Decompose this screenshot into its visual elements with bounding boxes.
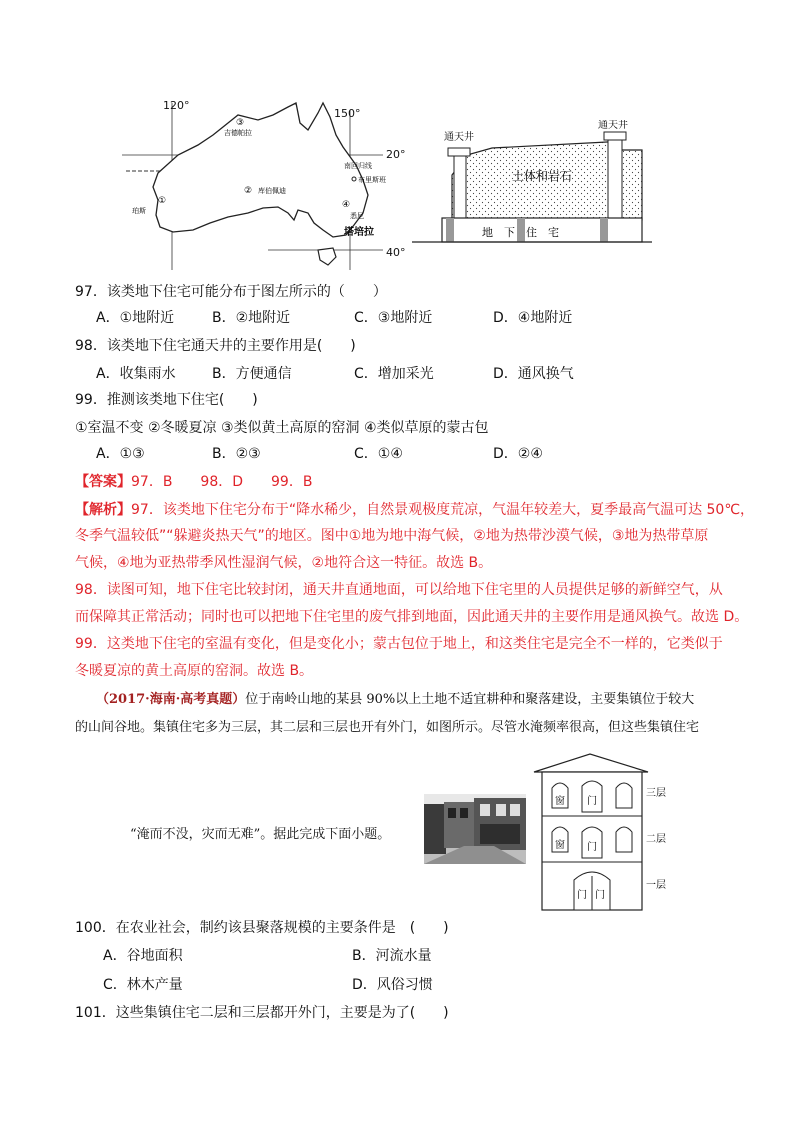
lon-120-label: 120°	[163, 99, 190, 112]
door-label: 门	[587, 842, 597, 853]
place-label: 珀斯	[132, 207, 146, 215]
analysis-97-line1: 【解析】97．该类地下住宅分布于“降水稀少，自然景观极度荒凉，气温年较差大，夏季最高气温可达 50℃，	[75, 502, 755, 518]
answer-text: 97．B 98．D 99．B	[131, 474, 313, 490]
passage-source: （2017·海南·高考真题）	[96, 692, 246, 707]
q98-option-d[interactable]: D．通风换气	[493, 366, 574, 382]
underground-house-diagram	[412, 120, 652, 250]
q98-stem: 98．该类地下住宅通天井的主要作用是( )	[75, 338, 356, 354]
tropic-label: 南回归线	[344, 162, 372, 170]
floor3-label: 三层	[646, 788, 666, 799]
q98-option-a[interactable]: A．收集雨水	[96, 366, 176, 382]
marker-3: ③	[236, 118, 245, 128]
door-label: 门	[595, 890, 605, 901]
q100-option-c[interactable]: C．林木产量	[103, 977, 183, 993]
q100-stem: 100．在农业社会，制约该县聚落规模的主要条件是 ( )	[75, 920, 449, 936]
lat-40-label: 40°	[386, 246, 406, 259]
q99-stem: 99．推测该类地下住宅( )	[75, 392, 258, 408]
passage-line1: （2017·海南·高考真题）位于南岭山地的某县 90%以上土地不适宜耕种和聚落建设，主要集镇位于较大	[96, 692, 695, 707]
house-label: 地 下 住 宅	[482, 226, 559, 239]
marker-1: ①	[158, 196, 167, 206]
answer-block	[75, 472, 312, 492]
analysis-99-line2: 冬暖夏凉的黄土高原的窑洞。故选 B。	[75, 663, 314, 679]
street-photo	[424, 794, 526, 864]
place-label: 悉尼	[350, 212, 364, 220]
analysis-98-line1: 98．读图可知，地下住宅比较封闭，通天井直通地面，可以给地下住宅里的人员提供足够的新鲜空气，从	[75, 582, 723, 598]
passage-line3: “淹而不没，灾而无难”。据此完成下面小题。	[130, 827, 391, 842]
analysis-label: 【解析】	[75, 502, 131, 518]
q99-option-b[interactable]: B．②③	[212, 446, 261, 462]
passage-line2: 的山间谷地。集镇住宅多为三层，其二层和三层也开有外门，如图所示。尽管水淹频率很高，但这些集镇住宅	[75, 720, 700, 735]
floor2-label: 二层	[646, 834, 666, 845]
place-label: 塔培拉	[344, 227, 374, 238]
floor1-label: 一层	[646, 880, 666, 891]
window-label: 窗	[555, 796, 565, 807]
q97-option-a[interactable]: A．①地附近	[96, 310, 175, 326]
analysis-97-line2: 冬季气温较低”“躲避炎热天气”的地区。图中①地为地中海气候，②地为热带沙漠气候，③地为热带草原	[75, 528, 709, 544]
australia-map	[118, 95, 418, 275]
q97-option-b[interactable]: B．②地附近	[212, 310, 291, 326]
analysis-97-line3: 气候，④地为亚热带季风性湿润气候，②地符合这一特征。故选 B。	[75, 555, 493, 571]
q100-option-d[interactable]: D．风俗习惯	[352, 977, 433, 993]
q97-option-d[interactable]: D．④地附近	[493, 310, 573, 326]
building-diagram	[530, 752, 680, 912]
window-label: 窗	[555, 840, 565, 851]
q100-option-a[interactable]: A．谷地面积	[103, 948, 183, 964]
door-label: 门	[587, 796, 597, 807]
place-label: 布里斯班	[358, 176, 386, 184]
q99-option-a[interactable]: A．①③	[96, 446, 145, 462]
analysis-99-line1: 99．这类地下住宅的室温有变化，但是变化小；蒙古包位于地上，和这类住宅是完全不一样的，它类似于	[75, 636, 723, 652]
lon-150-label: 150°	[334, 107, 361, 120]
q97-stem: 97．该类地下住宅可能分布于图左所示的（ ）	[75, 284, 387, 300]
shaft-label-right: 通天井	[598, 120, 628, 131]
door-label: 门	[577, 890, 587, 901]
q97-option-c[interactable]: C．③地附近	[354, 310, 433, 326]
q101-stem: 101．这些集镇住宅二层和三层都开外门，主要是为了( )	[75, 1005, 449, 1021]
q100-option-b[interactable]: B．河流水量	[352, 948, 432, 964]
q99-option-c[interactable]: C．①④	[354, 446, 403, 462]
answer-label: 【答案】	[75, 474, 131, 490]
shaft-label-left: 通天井	[444, 132, 474, 143]
q99-statements: ①室温不变 ②冬暖夏凉 ③类似黄土高原的窑洞 ④类似草原的蒙古包	[75, 420, 489, 436]
lat-20-label: 20°	[386, 148, 406, 161]
q98-option-b[interactable]: B．方便通信	[212, 366, 292, 382]
analysis-98-line2: 而保障其正常活动；同时也可以把地下住宅里的废气排到地面，因此通天井的主要作用是通风换气。故选 D。	[75, 609, 749, 625]
place-label: 库伯佩迪	[258, 187, 286, 195]
q98-option-c[interactable]: C．增加采光	[354, 366, 434, 382]
place-label: 吉德帕拉	[224, 129, 252, 137]
rock-label: 土体和岩石	[512, 169, 573, 183]
marker-4: ④	[342, 200, 351, 210]
marker-2: ②	[244, 186, 253, 196]
q99-option-d[interactable]: D．②④	[493, 446, 543, 462]
